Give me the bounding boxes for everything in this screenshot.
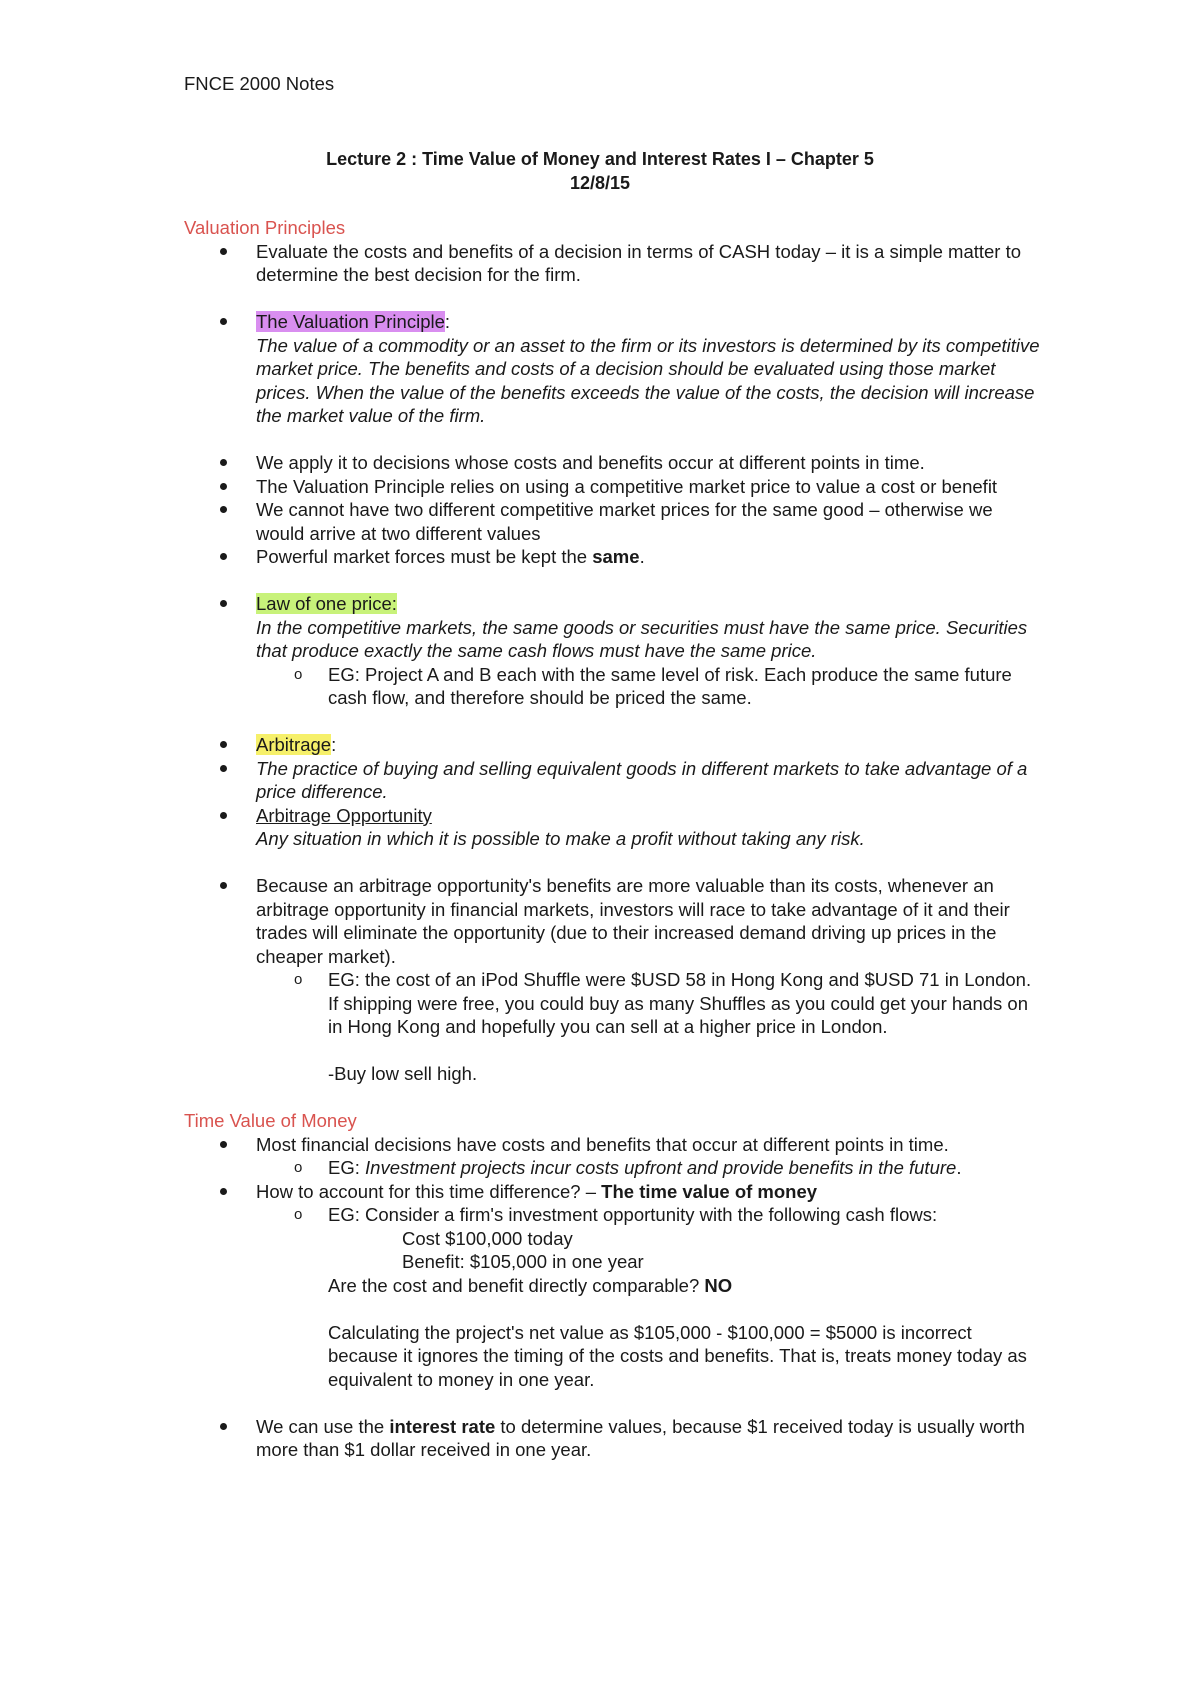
page-header: FNCE 2000 Notes bbox=[184, 73, 335, 94]
underlined-term: Arbitrage Opportunity bbox=[256, 804, 432, 826]
note-text: Calculating the project's net value as $105,000 - $100,000 = $5000 is incorrect because it ignores the timing of the costs and benefits. That is, treats money today as equivalent to money in one year. bbox=[328, 1321, 1027, 1390]
list-item: Powerful market forces must be kept the same. bbox=[184, 545, 1044, 569]
sub-list-item: o EG: Consider a firm's investment opportunity with the following cash flows: bbox=[184, 1203, 1044, 1227]
note-text: Are the cost and benefit directly comparable? NO bbox=[328, 1274, 733, 1296]
list-item: How to account for this time difference? – The time value of money bbox=[184, 1180, 1044, 1204]
valuation-list bbox=[184, 240, 1044, 287]
list-item-arbitrage-opportunity bbox=[184, 804, 1044, 851]
list-item: We can use the interest rate to determine values, because $1 received today is usually worth more than $1 dollar received in one year. bbox=[184, 1415, 1044, 1462]
lecture-title bbox=[0, 147, 1200, 195]
definition-text: Any situation in which it is possible to make a profit without taking any risk. bbox=[256, 828, 865, 849]
section-heading-valuation: Valuation Principles bbox=[184, 217, 346, 238]
sub-list-item: o EG: Investment projects incur costs upfront and provide benefits in the future. bbox=[184, 1156, 1044, 1180]
list-item-valuation-principle: The Valuation Principle: The value of a commodity or an asset to the firm or its investors is determined by its competitive market price. The benefits and costs of a decision should be evaluated using those market prices. When the value of the benefits exceeds the value of the costs, the decision will increase the market value of the firm. bbox=[184, 310, 1044, 428]
sub-list-item: o EG: Project A and B each with the same level of risk. Each produce the same future cash flow, and therefore should be priced the same. bbox=[184, 663, 1044, 710]
definition-text: In the competitive markets, the same goods or securities must have the same price. Securities that produce exactly the same cash flows must have the same price. bbox=[256, 616, 1028, 661]
list-item: Evaluate the costs and benefits of a decision in terms of CASH today – it is a simple matter to determine the best decision for the firm. bbox=[184, 240, 1044, 287]
highlight-valuation-principle: The Valuation Principle bbox=[256, 311, 445, 332]
highlight-law-of-one-price: Law of one price: bbox=[256, 593, 397, 614]
notes-body bbox=[184, 216, 1044, 1462]
date-line: 12/8/15 bbox=[569, 173, 631, 193]
cash-flow-cost: Cost $100,000 today bbox=[402, 1227, 573, 1249]
title-line: Lecture 2 : Time Value of Money and Interest Rates I – Chapter 5 bbox=[326, 149, 874, 169]
list-item-arbitrage: Arbitrage: bbox=[184, 733, 1044, 757]
sub-list-item: o EG: the cost of an iPod Shuffle were $USD 58 in Hong Kong and $USD 71 in London. If shipping were free, you could buy as many Shuffles as you could get your hands on in Hong Kong and hopefully you can sell at a higher price in London. bbox=[184, 968, 1044, 1039]
section-heading-tvm: Time Value of Money bbox=[184, 1110, 357, 1131]
list-item-law-of-one-price bbox=[184, 592, 1044, 663]
list-item: The Valuation Principle relies on using a competitive market price to value a cost or benefit bbox=[184, 475, 1044, 499]
definition-text: The value of a commodity or an asset to the firm or its investors is determined by its competitive market price. The benefits and costs of a decision should be evaluated using those market prices. When the value of the benefits exceeds the value of the costs, the decision will increase the market value of the firm. bbox=[256, 334, 1040, 426]
list-item: Because an arbitrage opportunity's benefits are more valuable than its costs, whenever an arbitrage opportunity in financial markets, investors will race to take advantage of it and their trades will eliminate the opportunity (due to their increased demand driving up prices in the cheaper market). bbox=[184, 874, 1044, 968]
list-item: We apply it to decisions whose costs and benefits occur at different points in time. bbox=[184, 451, 1044, 475]
list-item: Most financial decisions have costs and benefits that occur at different points in time. bbox=[184, 1133, 1044, 1157]
cash-flow-benefit: Benefit: $105,000 in one year bbox=[402, 1251, 644, 1272]
note-text: -Buy low sell high. bbox=[328, 1063, 478, 1084]
highlight-arbitrage: Arbitrage bbox=[256, 734, 332, 755]
list-item: We cannot have two different competitive market prices for the same good – otherwise we would arrive at two different values bbox=[184, 498, 1044, 545]
list-item: The practice of buying and selling equivalent goods in different markets to take advantage of a price difference. bbox=[184, 757, 1044, 804]
